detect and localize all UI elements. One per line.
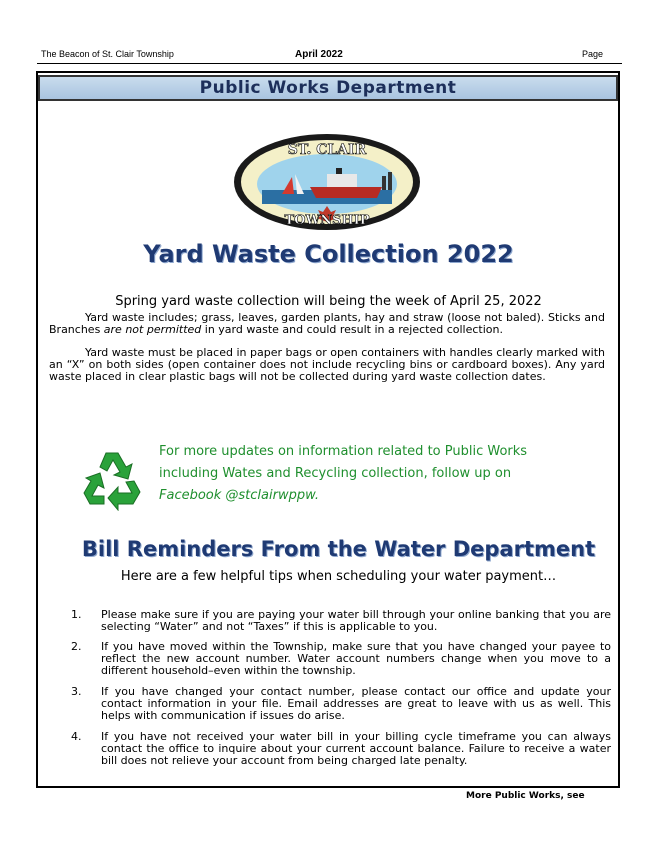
yard-waste-heading: Yard Waste Collection 2022 [143, 240, 514, 268]
logo-top-text: ST. CLAIR [287, 142, 367, 158]
list-item: 2. If you have moved within the Township, make sure that you have changed your payee to reflect the new account number. Water account numbers change when you move to a different household–even within the township. [71, 640, 611, 677]
section-banner [38, 75, 618, 101]
continued-note: More Public Works, see [466, 791, 585, 801]
page-label: Page [582, 49, 604, 59]
header-rule [37, 63, 622, 64]
bill-reminders-subheading: Here are a few helpful tips when scheduling your water payment… [120, 569, 557, 584]
yard-waste-subheading: Spring yard waste collection will being the week of April 25, 2022 [115, 294, 542, 309]
list-item: 1. Please make sure if you are paying your water bill through your online banking that you are selecting “Water” and not “Taxes” if this is applicable to you. [71, 608, 611, 633]
banner-title: Public Works Department [199, 78, 457, 98]
updates-line-3: Facebook @stclairwppw. [159, 488, 320, 503]
yard-waste-paragraph-2: Yard waste must be placed in paper bags or open containers with handles clearly marked with an “X” on both sides (open container does not include recycling bins or cardboard boxes). Any yard waste placed in clear plastic bags will not be collected during yard waste collection dates. [49, 346, 605, 383]
logo-bottom-text: TOWNSHIP [284, 213, 370, 228]
list-item: 3. If you have changed your contact number, please contact our office and update your contact information in your file. Email addresses are great to leave with us as well. This helps with communication if issues do arise. [71, 685, 611, 722]
list-item: 4. If you have not received your water bill in your billing cycle timeframe you can always contact the office to inquire about your current account balance. Failure to receive a water bill does not relieve your account from being charged late penalty. [71, 730, 611, 767]
issue-date: April 2022 [295, 49, 343, 60]
recycle-icon [80, 447, 144, 511]
yard-waste-paragraph-1: Yard waste includes; grass, leaves, garden plants, hay and straw (loose not baled). Sticks and Branches are not permitted in yard waste and could result in a rejected collection. [49, 311, 605, 336]
updates-line-1: For more updates on information related to Public Works [159, 444, 528, 459]
township-logo [232, 132, 422, 232]
facebook-updates-note [159, 441, 559, 507]
publication-name: The Beacon of St. Clair Township [41, 49, 174, 59]
bill-reminders-heading: Bill Reminders From the Water Department [81, 537, 596, 561]
updates-line-2: including Wates and Recycling collection, follow up on [159, 466, 512, 481]
